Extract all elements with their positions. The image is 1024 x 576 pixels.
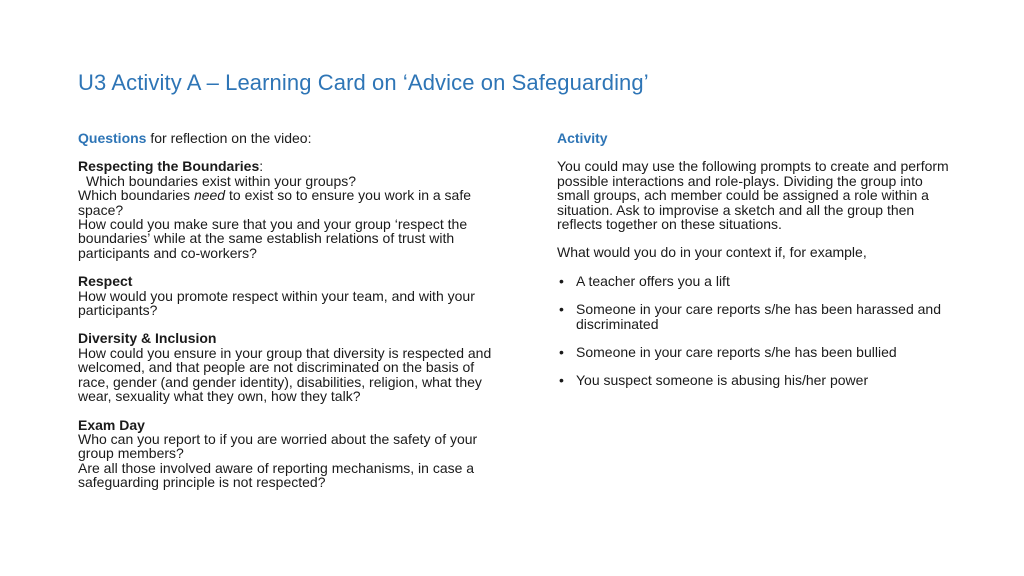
respecting-boundaries-heading: Respecting the Boundaries <box>78 158 260 175</box>
reflection-questions-column <box>78 131 508 504</box>
diversity-inclusion-section <box>78 331 508 403</box>
activity-heading-para <box>557 131 952 145</box>
list-item <box>557 274 952 288</box>
bullet-icon: • <box>559 272 564 289</box>
respecting-question-2-start: Which boundaries <box>78 187 194 204</box>
respecting-question-2-emphasis: need <box>193 187 226 204</box>
questions-intro-text: for reflection on the video: <box>146 130 312 146</box>
exam-day-section <box>78 418 508 490</box>
list-item-text: Someone in your care reports s/he has been harassed and discriminated <box>576 301 942 332</box>
respect-section <box>78 274 508 317</box>
exam-day-heading: Exam Day <box>78 416 145 433</box>
exam-question-1: Who can you report to if you are worried about the safety of your group members? <box>78 430 478 462</box>
page-title: U3 Activity A – Learning Card on ‘Advice on Safeguarding’ <box>78 70 649 95</box>
activity-scenario-list <box>557 274 952 388</box>
bullet-icon: • <box>559 301 564 318</box>
diversity-question-1b: wear, sexuality what they own, how they talk? <box>78 388 361 405</box>
activity-prompt: What would you do in your context if, for example, <box>557 244 867 261</box>
respect-heading: Respect <box>78 273 133 290</box>
list-item-text: A teacher offers you a lift <box>576 272 730 289</box>
bullet-icon: • <box>559 372 564 389</box>
exam-question-2: Are all those involved aware of reporting mechanisms, in case a safeguarding principle is not respected? <box>78 459 475 491</box>
list-item-text: You suspect someone is abusing his/her power <box>576 372 869 389</box>
respecting-boundaries-section <box>78 159 508 260</box>
respecting-question-1: Which boundaries exist within your groups? <box>86 172 357 189</box>
respecting-question-2 <box>78 188 508 217</box>
diversity-question-1a: How could you ensure in your group that diversity is respected and welcomed, and that people are not discriminated on the basis of race, gender (and gender identity), disabilities, religion, what they <box>78 344 492 390</box>
activity-column <box>557 131 952 402</box>
respect-question-1: How would you promote respect within your team, and with your participants? <box>78 287 475 319</box>
activity-description: You could may use the following prompts to create and perform possible interactions and role-plays. Dividing the group into small groups, ach member could be assigned a role within a situation. Ask to improvise a sketch and all the group then reflects together on these situations. <box>557 158 949 233</box>
list-item <box>557 302 952 331</box>
questions-intro <box>78 131 508 145</box>
respecting-boundaries-colon: : <box>259 158 264 175</box>
list-item-text: Someone in your care reports s/he has been bullied <box>576 344 897 361</box>
respecting-question-3: How could you make sure that you and your group ‘respect the boundaries’ while at the same establish relations of trust with participants and co-workers? <box>78 216 468 261</box>
activity-heading: Activity <box>557 130 608 146</box>
list-item <box>557 345 952 359</box>
diversity-inclusion-heading: Diversity & Inclusion <box>78 330 217 347</box>
bullet-icon: • <box>559 344 564 361</box>
questions-label: Questions <box>78 130 147 146</box>
list-item <box>557 373 952 387</box>
respecting-question-2-end: to exist so to ensure you work in a safe space? <box>78 187 472 218</box>
